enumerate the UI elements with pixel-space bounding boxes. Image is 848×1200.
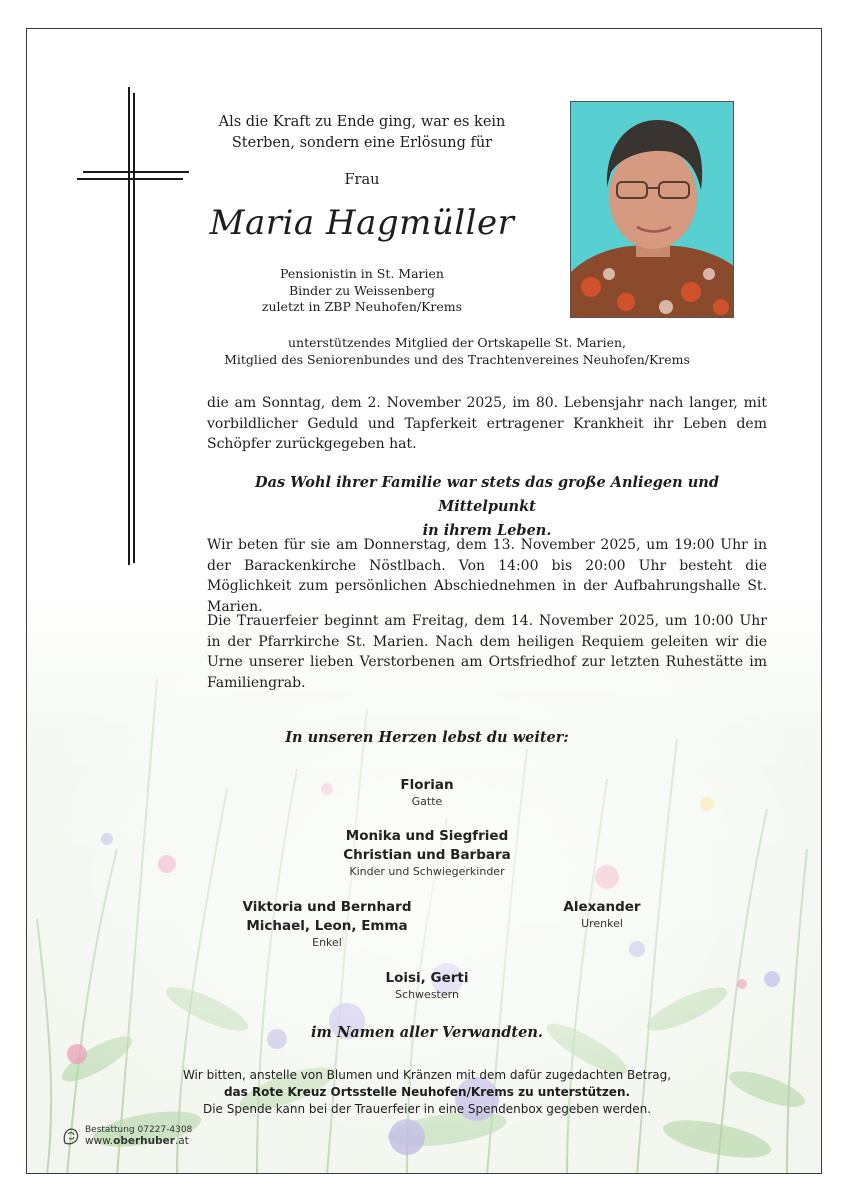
salutation: Frau [344, 172, 380, 188]
undertaker-logo-icon [61, 1125, 81, 1147]
prayer-notice: Wir beten für sie am Donnerstag, dem 13. November 2025, um 19:00 Uhr in der Barackenkirche Nöstlbach. Von 14:00 bis 20:00 Uhr besteht die Möglichkeit zum persönlichen Abschiednehmen in der Aufbahrungshalle St. Marien. [207, 537, 767, 615]
family-member-name: Florian [400, 777, 454, 793]
footer-web-prefix: www. [85, 1135, 114, 1147]
family-relation: Gatte [411, 795, 443, 808]
footer-web-suffix: .at [174, 1135, 189, 1147]
obituary-card [26, 28, 822, 1174]
family-member-name: Loisi, Gerti [385, 970, 469, 986]
footer-label: Bestattung [85, 1125, 135, 1135]
motto-line: Das Wohl ihrer Familie war stets das große Anliegen und Mittelpunkt [255, 474, 719, 515]
intro-line: Als die Kraft zu Ende ging, war es kein [218, 114, 506, 130]
undertaker-footer [61, 1125, 281, 1147]
intro-line: Sterben, sondern eine Erlösung für [231, 135, 493, 151]
family-relation: Schwestern [395, 988, 459, 1001]
family-children [317, 827, 537, 879]
family-member-name: Christian und Barbara [343, 847, 511, 863]
family-grandchildren [217, 898, 437, 950]
family-heading: In unseren Herzen lebst du weiter: [285, 729, 569, 746]
role-line: zuletzt in ZBP Neuhofen/Krems [261, 299, 463, 314]
motto [207, 471, 767, 543]
family-member-name: Viktoria und Bernhard [242, 899, 412, 915]
membership-line: unterstützendes Mitglied der Ortskapelle St. Marien, [287, 335, 626, 350]
motto-line: in ihrem Leben. [422, 522, 552, 539]
closing-line: im Namen aller Verwandten. [311, 1024, 543, 1041]
memberships-block [187, 334, 727, 368]
family-member-name: Alexander [563, 899, 641, 915]
donation-request [167, 1067, 687, 1118]
role-line: Pensionistin in St. Marien [280, 266, 444, 281]
death-notice: die am Sonntag, dem 2. November 2025, im 80. Lebensjahr nach langer, mit vorbildlicher Geduld und Tapferkeit ertragener Krankheit ihr Leben dem Schöpfer zurückgegeben hat. [207, 395, 767, 452]
family-great-grandchild [537, 898, 667, 931]
intro-text [182, 112, 542, 154]
family-member-name: Michael, Leon, Emma [246, 918, 408, 934]
role-line: Binder zu Weissenberg [288, 282, 436, 298]
family-member-name: Monika und Siegfried [345, 828, 509, 844]
funeral-notice: Die Trauerfeier beginnt am Freitag, dem 14. November 2025, um 10:00 Uhr in der Pfarrkirche St. Marien. Nach dem heiligen Requiem geleiten wir die Urne unserer lieben Verstorbenen am Ortsfriedhof zur letzten Ruhestätte im Familiengrab. [207, 613, 767, 691]
family-husband [337, 776, 517, 809]
donation-line: Wir bitten, anstelle von Blumen und Kränzen mit dem dafür zugedachten Betrag, [182, 1068, 672, 1082]
donation-line: Die Spende kann bei der Trauerfeier in eine Spendenbox gegeben werden. [202, 1102, 652, 1116]
footer-web-brand: oberhuber [113, 1135, 175, 1147]
footer-website[interactable] [85, 1136, 281, 1147]
roles-block [197, 266, 527, 316]
family-relation: Urenkel [581, 917, 623, 930]
family-relation: Enkel [312, 936, 342, 949]
family-relation: Kinder und Schwiegerkinder [349, 865, 505, 878]
donation-line: das Rote Kreuz Ortsstelle Neuhofen/Krems zu unterstützen. [223, 1085, 631, 1099]
footer-phone: 07227-4308 [137, 1125, 193, 1135]
membership-line: Mitglied des Seniorenbundes und des Trachtenvereines Neuhofen/Krems [224, 352, 690, 367]
family-sisters [357, 969, 497, 1002]
deceased-name: Maria Hagmüller [209, 203, 515, 243]
